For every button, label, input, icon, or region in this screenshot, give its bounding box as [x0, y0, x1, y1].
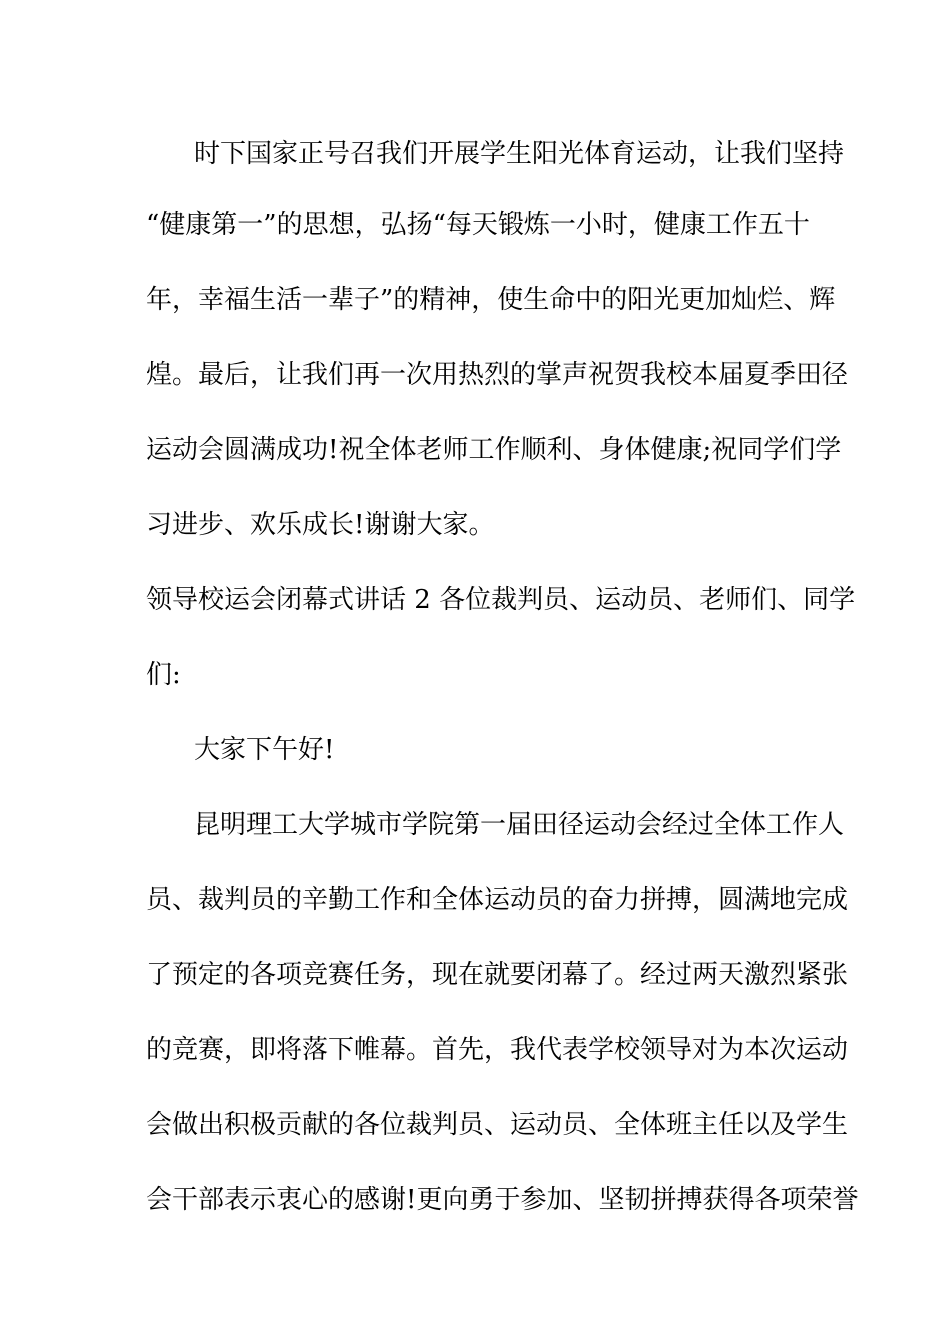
- paragraph-line: 时下国家正号召我们开展学生阳光体育运动，让我们坚持: [194, 139, 845, 169]
- paragraph-line: 习进步、欢乐成长!谢谢大家。: [146, 510, 495, 540]
- paragraph-line: 的竞赛，即将落下帷幕。首先，我代表学校领导对为本次运动: [146, 1035, 849, 1065]
- section-heading-line: 们:: [146, 660, 181, 690]
- paragraph-line: “健康第一”的思想，弘扬“每天锻炼一小时，健康工作五十: [146, 210, 810, 240]
- paragraph-line: 昆明理工大学城市学院第一届田径运动会经过全体工作人: [194, 810, 845, 840]
- paragraph-line: 煌。最后，让我们再一次用热烈的掌声祝贺我校本届夏季田径: [146, 360, 849, 390]
- greeting-line: 大家下午好!: [194, 735, 335, 765]
- section-heading-line: 领导校运会闭幕式讲话 2 各位裁判员、运动员、老师们、同学: [146, 585, 856, 615]
- paragraph-line: 会干部表示衷心的感谢!更向勇于参加、坚韧拼搏获得各项荣誉: [146, 1185, 859, 1215]
- paragraph-line: 运动会圆满成功!祝全体老师工作顺利、身体健康;祝同学们学: [146, 435, 842, 465]
- paragraph-line: 年，幸福生活一辈子”的精神，使生命中的阳光更加灿烂、辉: [146, 285, 836, 315]
- paragraph-line: 了预定的各项竞赛任务，现在就要闭幕了。经过两天激烈紧张: [146, 960, 849, 990]
- paragraph-line: 会做出积极贡献的各位裁判员、运动员、全体班主任以及学生: [146, 1110, 849, 1140]
- paragraph-line: 员、裁判员的辛勤工作和全体运动员的奋力拼搏，圆满地完成: [146, 885, 849, 915]
